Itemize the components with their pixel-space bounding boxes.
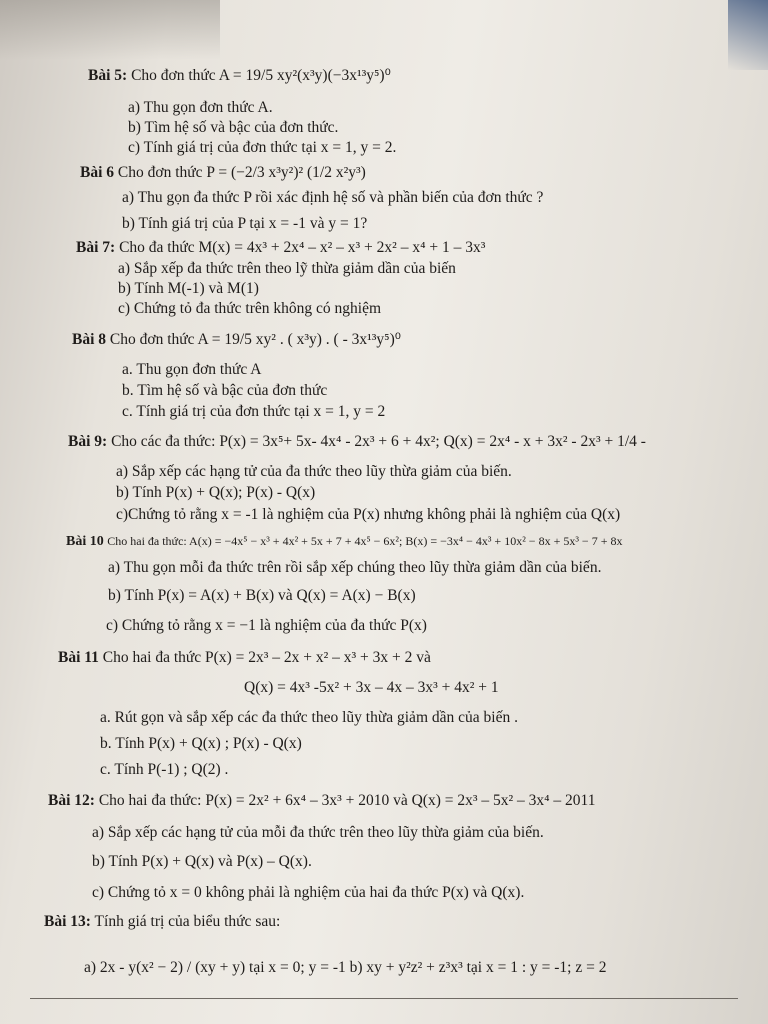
item-text: b. Tìm hệ số và bậc của đơn thức	[122, 382, 328, 399]
item-line	[122, 402, 385, 422]
item-text: a) Thu gọn đa thức P rồi xác định hệ số và phần biến của đơn thức ?	[122, 189, 544, 206]
problem-7-line	[76, 238, 485, 258]
item-text: a) Thu gọn đơn thức A.	[128, 99, 273, 116]
item-text: a) Thu gọn mỗi đa thức trên rồi sắp xếp chúng theo lũy thừa giảm dần của biến.	[108, 559, 602, 576]
item-text: b) Tìm hệ số và bậc của đơn thức.	[128, 119, 339, 136]
problem-text: Cho đơn thức A = 19/5 xy²(x³y)(−3x¹³y⁵)⁰	[131, 67, 391, 84]
item-line	[118, 299, 381, 319]
problem-9-line	[68, 432, 646, 452]
item-line	[128, 98, 273, 118]
problem-10-line	[66, 531, 622, 552]
item-text: a) 2x - y(x² − 2) / (xy + y) tại x = 0; y = -1 b) xy + y²z² + z³x³ tại x = 1 : y = -1; z = 2	[84, 959, 607, 976]
item-text: a) Sắp xếp các hạng tử của mỗi đa thức trên theo lũy thừa giảm của biến.	[92, 824, 544, 841]
item-text: b) Tính P(x) + Q(x); P(x) - Q(x)	[116, 484, 316, 501]
problem-13-line	[44, 912, 280, 932]
problem-label: Bài 5:	[88, 67, 128, 84]
item-text: Q(x) = 4x³ -5x² + 3x – 4x – 3x³ + 4x² + 1	[244, 679, 499, 696]
item-text: c) Chứng tỏ đa thức trên không có nghiệm	[118, 300, 382, 317]
item-text: c. Tính giá trị của đơn thức tại x = 1, y = 2	[122, 403, 386, 420]
problem-text: Cho đơn thức A = 19/5 xy² . ( x³y) . ( - 3x¹³y⁵)⁰	[109, 331, 401, 348]
problem-label: Bài 9:	[68, 433, 108, 450]
item-line	[92, 823, 544, 843]
item-line	[100, 708, 518, 728]
problem-5-line	[88, 66, 391, 86]
item-line	[108, 586, 416, 606]
problem-label: Bài 7:	[76, 239, 116, 256]
item-line	[116, 505, 620, 525]
item-text: c) Chứng tỏ rằng x = −1 là nghiệm của đa thức P(x)	[106, 617, 427, 634]
item-line	[106, 616, 427, 636]
bottom-rule	[30, 998, 738, 999]
problem-label: Bài 13:	[44, 913, 91, 930]
problem-label: Bài 8	[72, 331, 107, 348]
item-text: b) Tính M(-1) và M(1)	[118, 280, 259, 297]
item-line	[128, 138, 396, 158]
problem-6-line	[80, 163, 366, 183]
item-line	[122, 188, 543, 208]
problem-label: Bài 6	[80, 164, 115, 181]
item-text: b) Tính P(x) = A(x) + B(x) và Q(x) = A(x) − B(x)	[108, 587, 416, 604]
problem-label: Bài 11	[58, 649, 99, 666]
item-text: a) Sắp xếp đa thức trên theo lỹ thừa giảm dần của biến	[118, 260, 456, 277]
item-line	[244, 678, 499, 698]
item-text: b) Tính P(x) + Q(x) và P(x) – Q(x).	[92, 853, 312, 870]
problem-text: Cho hai đa thức P(x) = 2x³ – 2x + x² – x³ + 3x + 2 và	[102, 649, 431, 666]
item-text: a. Thu gọn đơn thức A	[122, 361, 262, 378]
item-line	[108, 558, 601, 578]
item-text: b. Tính P(x) + Q(x) ; P(x) - Q(x)	[100, 735, 302, 752]
item-line	[116, 462, 512, 482]
item-text: c)Chứng tỏ rằng x = -1 là nghiệm của P(x) nhưng không phải là nghiệm của Q(x)	[116, 506, 621, 523]
problem-8-line	[72, 330, 401, 350]
problem-label: Bài 10	[66, 534, 104, 549]
problem-text: Cho đơn thức P = (−2/3 x³y²)² (1/2 x²y³)	[117, 164, 366, 181]
item-line	[128, 118, 338, 138]
problem-text: Cho các đa thức: P(x) = 3x⁵+ 5x- 4x⁴ - 2x³ + 6 + 4x²; Q(x) = 2x⁴ - x + 3x² - 2x³ + 1/4 -	[111, 433, 646, 450]
item-line	[84, 958, 606, 978]
problem-text: Tính giá trị của biểu thức sau:	[94, 913, 281, 930]
item-line	[118, 279, 259, 299]
problem-text: Cho hai đa thức: A(x) = −4x⁵ − x³ + 4x² + 5x + 7 + 4x⁵ − 6x²; B(x) = −3x⁴ − 4x³ + 10x² − 8x + 5x³ − 7 + 8x	[107, 534, 623, 548]
item-line	[92, 852, 312, 872]
problem-label: Bài 12:	[48, 792, 95, 809]
item-line	[122, 214, 367, 234]
item-line	[100, 760, 228, 780]
item-line	[122, 381, 327, 401]
item-line	[118, 259, 456, 279]
item-text: b) Tính giá trị của P tại x = -1 và y = 1?	[122, 215, 368, 232]
item-text: c. Tính P(-1) ; Q(2) .	[100, 761, 229, 778]
item-text: a. Rút gọn và sắp xếp các đa thức theo lũy thừa giảm dần của biến .	[100, 709, 518, 726]
item-text: a) Sắp xếp các hạng tử của đa thức theo lũy thừa giảm của biến.	[116, 463, 512, 480]
problem-11-line	[58, 648, 431, 668]
item-line	[100, 734, 302, 754]
item-line	[116, 483, 315, 503]
item-text: c) Tính giá trị của đơn thức tại x = 1, y = 2.	[128, 139, 397, 156]
item-line	[92, 883, 524, 903]
problem-text: Cho hai đa thức: P(x) = 2x² + 6x⁴ – 3x³ + 2010 và Q(x) = 2x³ – 5x² – 3x⁴ – 2011	[98, 792, 596, 809]
item-line	[122, 360, 261, 380]
problem-12-line	[48, 791, 596, 811]
problem-text: Cho đa thức M(x) = 4x³ + 2x⁴ – x² – x³ + 2x² – x⁴ + 1 – 3x³	[119, 239, 486, 256]
item-text: c) Chứng tỏ x = 0 không phải là nghiệm của hai đa thức P(x) và Q(x).	[92, 884, 525, 901]
